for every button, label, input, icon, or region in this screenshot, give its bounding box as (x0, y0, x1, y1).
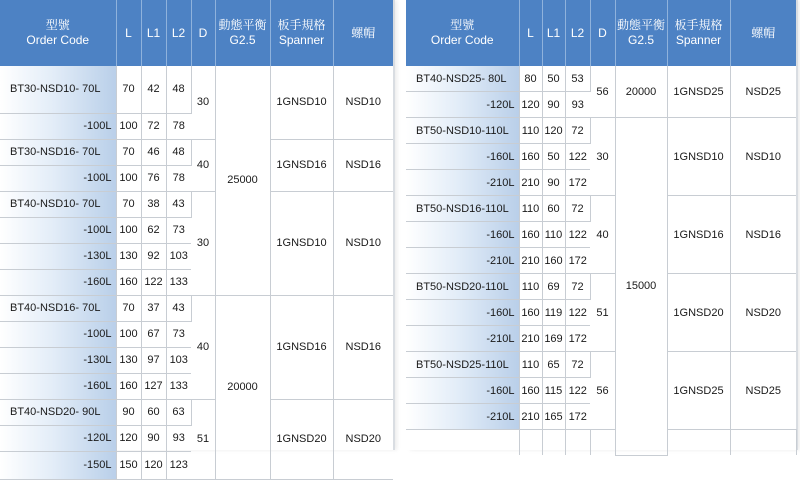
table-row (406, 352, 796, 378)
l-cell: 110 (519, 118, 542, 144)
l1-cell: 60 (141, 399, 166, 425)
balance-header: 動態平衡 G2.5 (215, 0, 270, 66)
d-cell: 51 (590, 274, 615, 352)
l2-cell: 123 (166, 451, 191, 479)
nut-cell: NSD25 (730, 352, 796, 430)
empty-cell (730, 430, 796, 456)
nut-header: 螺帽 (333, 0, 393, 66)
empty-cell (542, 430, 565, 456)
l-cell: 90 (116, 399, 141, 425)
order-code-cell: BT50-NSD10-110L (406, 118, 519, 144)
order-code-cell: -100L (0, 321, 116, 347)
order-code-header: 型號 Order Code (0, 0, 116, 66)
l2-cell: 48 (166, 139, 191, 165)
l1-cell: 46 (141, 139, 166, 165)
l2-cell: 78 (166, 113, 191, 139)
order-code-cell: -160L (406, 222, 519, 248)
spanner-cell: 1GNSD10 (270, 191, 333, 295)
balance-cell: 25000 (215, 66, 270, 295)
l2-cell: 172 (565, 170, 590, 196)
l-cell: 210 (519, 326, 542, 352)
balance-cell: 15000 (615, 118, 667, 456)
order-code-cell: BT30-NSD16- 70L (0, 139, 116, 165)
l1-cell: 38 (141, 191, 166, 217)
l1-header: L1 (141, 0, 166, 66)
nut-cell: NSD20 (730, 274, 796, 352)
nut-cell: NSD16 (730, 196, 796, 274)
order-code-cell: -160L (406, 144, 519, 170)
l1-cell: 72 (141, 113, 166, 139)
l-cell: 100 (116, 113, 141, 139)
l1-cell: 50 (542, 66, 565, 92)
spanner-header: 板手規格 Spanner (270, 0, 333, 66)
l-cell: 70 (116, 295, 141, 321)
l-cell: 210 (519, 170, 542, 196)
l1-cell: 37 (141, 295, 166, 321)
empty-cell (406, 430, 519, 456)
spanner-cell: 1GNSD16 (270, 295, 333, 399)
l1-cell: 165 (542, 404, 565, 430)
order-code-cell: -210L (406, 326, 519, 352)
spec-table-left (0, 0, 393, 480)
nut-cell: NSD10 (730, 118, 796, 196)
table-row (0, 191, 393, 217)
d-header: D (191, 0, 215, 66)
spanner-cell: 1GNSD10 (270, 66, 333, 139)
order-code-cell: -150L (0, 451, 116, 479)
l2-cell: 63 (166, 399, 191, 425)
order-code-cell: -160L (406, 300, 519, 326)
l-cell: 160 (519, 222, 542, 248)
l-cell: 110 (519, 196, 542, 222)
l-cell: 100 (116, 217, 141, 243)
l1-cell: 90 (542, 170, 565, 196)
l2-cell: 122 (565, 300, 590, 326)
l1-cell: 120 (542, 118, 565, 144)
l1-header: L1 (542, 0, 565, 66)
table-row (406, 196, 796, 222)
balance-cell: 20000 (215, 295, 270, 479)
l-cell: 70 (116, 66, 141, 113)
empty-cell (565, 430, 590, 456)
table-row (0, 399, 393, 425)
l-cell: 210 (519, 248, 542, 274)
order-code-cell: -100L (0, 217, 116, 243)
nut-cell: NSD16 (333, 139, 393, 191)
nut-cell: NSD16 (333, 295, 393, 399)
l1-cell: 92 (141, 243, 166, 269)
l1-cell: 127 (141, 373, 166, 399)
table-row (0, 66, 393, 113)
order-code-cell: BT40-NSD16- 70L (0, 295, 116, 321)
header-row (0, 0, 393, 66)
table-row (406, 274, 796, 300)
l1-cell: 50 (542, 144, 565, 170)
d-cell: 56 (590, 352, 615, 430)
table-row (406, 430, 796, 456)
d-cell: 40 (590, 196, 615, 274)
l1-cell: 97 (141, 347, 166, 373)
l2-cell: 72 (565, 118, 590, 144)
l2-cell: 133 (166, 373, 191, 399)
l-cell: 130 (116, 243, 141, 269)
l2-cell: 93 (565, 92, 590, 118)
d-cell: 51 (191, 399, 215, 479)
l-cell: 100 (116, 321, 141, 347)
l2-cell: 122 (565, 378, 590, 404)
l-cell: 70 (116, 139, 141, 165)
balance-cell: 20000 (615, 66, 667, 118)
spanner-header: 板手規格 Spanner (667, 0, 730, 66)
spanner-cell: 1GNSD10 (667, 118, 730, 196)
balance-header: 動態平衡 G2.5 (615, 0, 667, 66)
table-row (406, 118, 796, 144)
l-cell: 160 (116, 269, 141, 295)
l1-cell: 90 (542, 92, 565, 118)
order-code-cell: -130L (0, 243, 116, 269)
order-code-cell: BT50-NSD16-110L (406, 196, 519, 222)
order-code-cell: BT40-NSD10- 70L (0, 191, 116, 217)
l1-cell: 60 (542, 196, 565, 222)
nut-cell: NSD20 (333, 399, 393, 479)
spec-table-right-panel (406, 0, 796, 450)
l-cell: 70 (116, 191, 141, 217)
l-cell: 160 (519, 144, 542, 170)
nut-header: 螺帽 (730, 0, 796, 66)
table-row (0, 295, 393, 321)
l1-cell: 120 (141, 451, 166, 479)
order-code-cell: BT50-NSD20-110L (406, 274, 519, 300)
l2-cell: 72 (565, 352, 590, 378)
l2-header: L2 (565, 0, 590, 66)
l2-cell: 103 (166, 347, 191, 373)
spanner-cell: 1GNSD25 (667, 66, 730, 118)
d-cell: 30 (191, 66, 215, 139)
empty-cell (590, 430, 615, 456)
order-code-cell: BT40-NSD25- 80L (406, 66, 519, 92)
table-row (406, 66, 796, 92)
l1-cell: 69 (542, 274, 565, 300)
table-row (0, 139, 393, 165)
l2-cell: 73 (166, 321, 191, 347)
d-cell: 56 (590, 66, 615, 118)
l2-cell: 48 (166, 66, 191, 113)
l2-header: L2 (166, 0, 191, 66)
spanner-cell: 1GNSD25 (667, 352, 730, 430)
order-code-cell: -100L (0, 165, 116, 191)
nut-cell: NSD25 (730, 66, 796, 118)
spanner-cell: 1GNSD16 (667, 196, 730, 274)
order-code-cell: -120L (0, 425, 116, 451)
d-cell: 30 (191, 191, 215, 295)
l2-cell: 172 (565, 248, 590, 274)
l1-cell: 42 (141, 66, 166, 113)
empty-cell (667, 430, 730, 456)
l1-cell: 67 (141, 321, 166, 347)
spec-table-right (406, 0, 796, 456)
l1-cell: 160 (542, 248, 565, 274)
order-code-cell: -160L (0, 373, 116, 399)
l2-cell: 43 (166, 191, 191, 217)
l2-cell: 72 (565, 274, 590, 300)
order-code-cell: -210L (406, 248, 519, 274)
l2-cell: 43 (166, 295, 191, 321)
l-cell: 160 (116, 373, 141, 399)
l-header: L (116, 0, 141, 66)
l1-cell: 119 (542, 300, 565, 326)
l-cell: 160 (519, 378, 542, 404)
l-cell: 110 (519, 274, 542, 300)
header-row (406, 0, 796, 66)
spec-table-left-panel (0, 0, 393, 471)
order-code-cell: BT50-NSD25-110L (406, 352, 519, 378)
order-code-cell: -160L (0, 269, 116, 295)
d-header: D (590, 0, 615, 66)
l2-cell: 122 (565, 222, 590, 248)
nut-cell: NSD10 (333, 191, 393, 295)
l-header: L (519, 0, 542, 66)
order-code-cell: -120L (406, 92, 519, 118)
l1-cell: 110 (542, 222, 565, 248)
order-code-cell: -160L (406, 378, 519, 404)
l-cell: 120 (116, 425, 141, 451)
l2-cell: 93 (166, 425, 191, 451)
l1-cell: 65 (542, 352, 565, 378)
l1-cell: 62 (141, 217, 166, 243)
l1-cell: 115 (542, 378, 565, 404)
l2-cell: 72 (565, 196, 590, 222)
l-cell: 150 (116, 451, 141, 479)
l-cell: 80 (519, 66, 542, 92)
order-code-cell: -210L (406, 404, 519, 430)
nut-cell: NSD10 (333, 66, 393, 139)
l2-cell: 78 (166, 165, 191, 191)
spanner-cell: 1GNSD20 (270, 399, 333, 479)
l1-cell: 169 (542, 326, 565, 352)
empty-cell (519, 430, 542, 456)
order-code-cell: BT30-NSD10- 70L (0, 66, 116, 113)
l-cell: 130 (116, 347, 141, 373)
order-code-cell: BT40-NSD20- 90L (0, 399, 116, 425)
l2-cell: 122 (565, 144, 590, 170)
l2-cell: 53 (565, 66, 590, 92)
l1-cell: 90 (141, 425, 166, 451)
l2-cell: 172 (565, 326, 590, 352)
d-cell: 30 (590, 118, 615, 196)
d-cell: 40 (191, 295, 215, 399)
l2-cell: 133 (166, 269, 191, 295)
l-cell: 160 (519, 300, 542, 326)
l1-cell: 122 (141, 269, 166, 295)
l-cell: 120 (519, 92, 542, 118)
order-code-header: 型號 Order Code (406, 0, 519, 66)
l2-cell: 103 (166, 243, 191, 269)
order-code-cell: -210L (406, 170, 519, 196)
spanner-cell: 1GNSD16 (270, 139, 333, 191)
l-cell: 210 (519, 404, 542, 430)
spanner-cell: 1GNSD20 (667, 274, 730, 352)
l2-cell: 172 (565, 404, 590, 430)
l2-cell: 73 (166, 217, 191, 243)
d-cell: 40 (191, 139, 215, 191)
order-code-cell: -100L (0, 113, 116, 139)
l-cell: 100 (116, 165, 141, 191)
l1-cell: 76 (141, 165, 166, 191)
l-cell: 110 (519, 352, 542, 378)
order-code-cell: -130L (0, 347, 116, 373)
